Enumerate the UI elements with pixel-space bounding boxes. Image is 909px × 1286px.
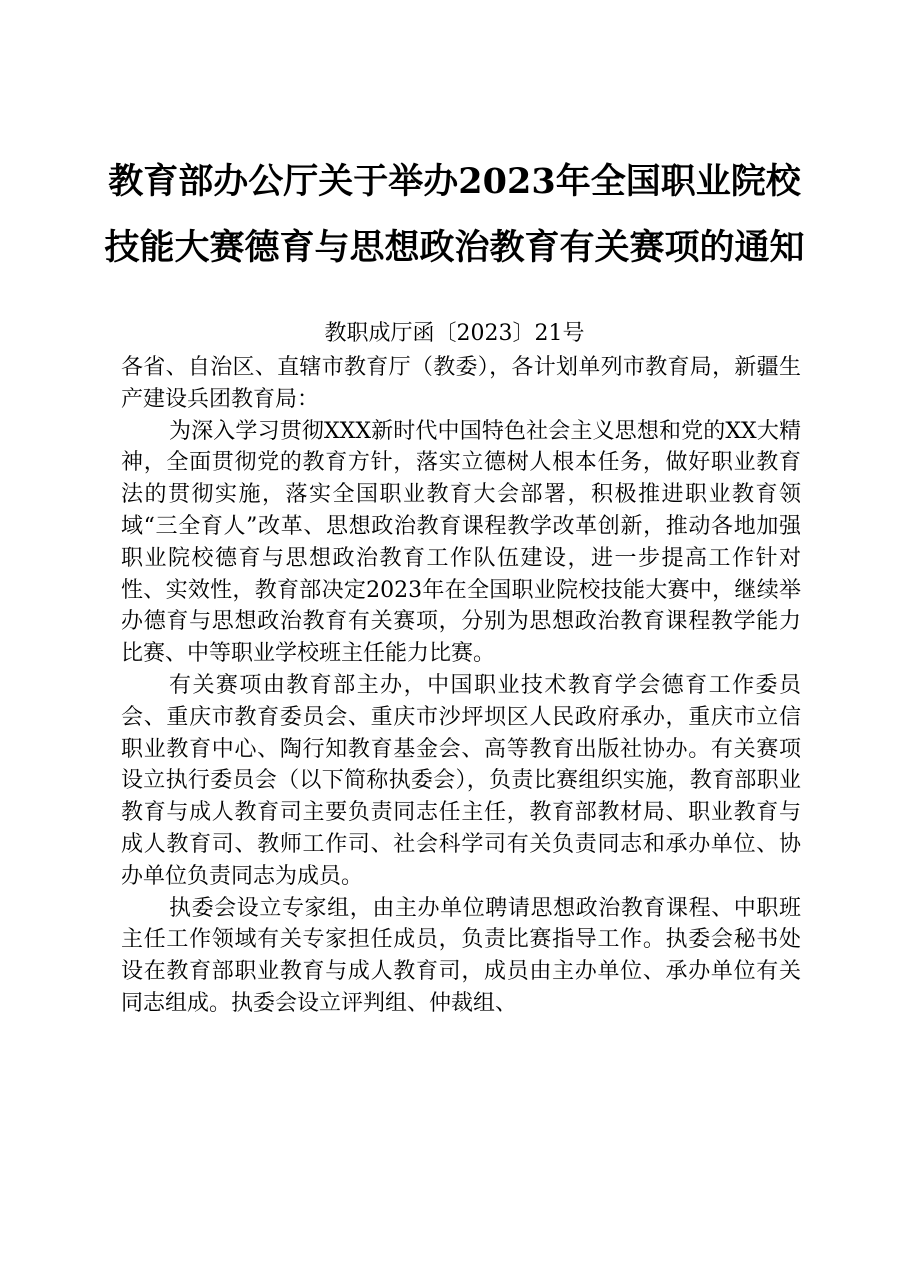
document-title-line-1: 教育部办公厅关于举办2023年全国职业院校 bbox=[108, 161, 801, 202]
document-number: 教职成厅函〔2023〕21号 bbox=[324, 321, 585, 346]
paragraph-1: 为深入学习贯彻XXX新时代中国特色社会主义思想和党的XX大精神，全面贯彻党的教育方针，落实立德树人根本任务，做好职业教育法的贯彻实施，落实全国职业教育大会部署，积极推进职业教育领域“三全育人”改革、思想政治教育课程教学改革创新，推动各地加强职业院校德育与思想政治教育工作队伍建设，进一步提高工作针对性、实效性，教育部决定2023年在全国职业院校技能大赛中，继续举办德育与思想政治教育有关赛项，分别为思想政治教育课程教学能力比赛、中等职业学校班主任能力比赛。 bbox=[121, 418, 801, 667]
paragraph-3: 执委会设立专家组，由主办单位聘请思想政治教育课程、中职班主任工作领域有关专家担任成员，负责比赛指导工作。执委会秘书处设在教育部职业教育与成人教育司，成员由主办单位、承办单位有关同志组成。执委会设立评判组、仲裁组、 bbox=[121, 895, 801, 1016]
document-body bbox=[121, 352, 801, 1020]
salutation: 各省、自治区、直辖市教育厅（教委），各计划单列市教育局，新疆生产建设兵团教育局： bbox=[121, 355, 801, 412]
paragraph-2: 有关赛项由教育部主办，中国职业技术教育学会德育工作委员会、重庆市教育委员会、重庆市沙坪坝区人民政府承办，重庆市立信职业教育中心、陶行知教育基金会、高等教育出版社协办。有关赛项设立执行委员会（以下简称执委会），负责比赛组织实施，教育部职业教育与成人教育司主要负责同志任主任，教育部教材局、职业教育与成人教育司、教师工作司、社会科学司有关负责同志和承办单位、协办单位负责同志为成员。 bbox=[121, 672, 801, 889]
document-title-line-2: 技能大赛德育与思想政治教育有关赛项的通知 bbox=[104, 227, 805, 268]
